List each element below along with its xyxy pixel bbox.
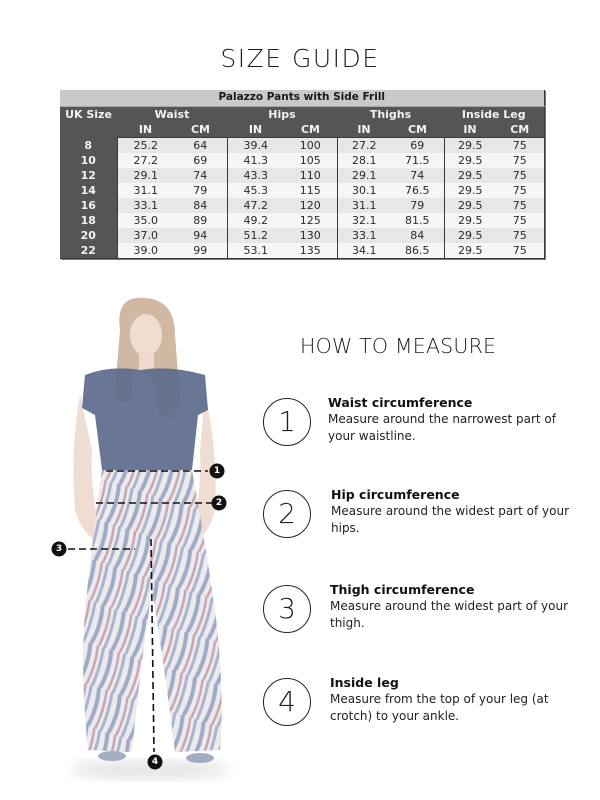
size-chart-table <box>60 90 545 259</box>
measurement-cell: 75 <box>496 228 544 243</box>
table-row <box>60 213 544 228</box>
unit-header: CM <box>496 122 544 138</box>
size-cell: 18 <box>60 213 117 228</box>
measurement-cell: 29.1 <box>117 168 174 183</box>
measurement-cell: 47.2 <box>227 198 284 213</box>
table-row <box>60 243 544 259</box>
measurement-cell: 39.0 <box>117 243 174 259</box>
measurement-cell: 29.5 <box>444 198 496 213</box>
measurement-cell: 84 <box>391 228 444 243</box>
table-row <box>60 183 544 198</box>
measurement-cell: 29.5 <box>444 243 496 259</box>
measurement-cell: 29.5 <box>444 153 496 168</box>
measurement-cell: 75 <box>496 168 544 183</box>
step-number-icon: 1 <box>263 398 311 446</box>
measurement-cell: 37.0 <box>117 228 174 243</box>
step-number-icon: 3 <box>263 585 311 633</box>
measurement-cell: 135 <box>284 243 337 259</box>
size-cell: 20 <box>60 228 117 243</box>
unit-header: IN <box>337 122 391 138</box>
unit-header: CM <box>391 122 444 138</box>
measurement-cell: 71.5 <box>391 153 444 168</box>
measurement-cell: 27.2 <box>117 153 174 168</box>
measurement-cell: 79 <box>174 183 227 198</box>
step-description: Measure around the widest part of your thigh. <box>330 599 569 630</box>
measurement-cell: 31.1 <box>117 183 174 198</box>
step-heading: Inside leg <box>330 675 399 690</box>
measurement-cell: 31.1 <box>337 198 391 213</box>
measurement-cell: 99 <box>174 243 227 259</box>
measurement-cell: 115 <box>284 183 337 198</box>
group-header-hips: Hips <box>227 106 337 122</box>
step-description: Measure around the narrowest part of your waistline. <box>328 412 556 443</box>
step-description: Measure from the top of your leg (at crotch) to your ankle. <box>330 692 549 723</box>
table-row <box>60 168 544 183</box>
model-illustration <box>40 290 260 790</box>
measurement-cell: 27.2 <box>337 138 391 154</box>
measurement-cell: 81.5 <box>391 213 444 228</box>
measurement-cell: 29.5 <box>444 138 496 154</box>
measurement-cell: 86.5 <box>391 243 444 259</box>
measurement-cell: 39.4 <box>227 138 284 154</box>
measurement-cell: 35.0 <box>117 213 174 228</box>
step-number-icon: 4 <box>263 678 311 726</box>
size-column-header: UK Size <box>60 106 117 122</box>
measurement-cell: 33.1 <box>117 198 174 213</box>
step-heading: Thigh circumference <box>330 582 475 597</box>
size-cell: 16 <box>60 198 117 213</box>
measurement-cell: 75 <box>496 153 544 168</box>
step-description: Measure around the widest part of your hips. <box>331 504 570 535</box>
unit-header-blank <box>60 122 117 138</box>
table-row <box>60 153 544 168</box>
measurement-cell: 25.2 <box>117 138 174 154</box>
measurement-cell: 51.2 <box>227 228 284 243</box>
measurement-cell: 29.5 <box>444 183 496 198</box>
measurement-cell: 69 <box>391 138 444 154</box>
size-cell: 12 <box>60 168 117 183</box>
measurement-cell: 110 <box>284 168 337 183</box>
size-cell: 8 <box>60 138 117 154</box>
measurement-cell: 29.5 <box>444 228 496 243</box>
measurement-cell: 125 <box>284 213 337 228</box>
unit-header: IN <box>117 122 174 138</box>
measurement-cell: 33.1 <box>337 228 391 243</box>
unit-header: CM <box>284 122 337 138</box>
measurement-cell: 29.1 <box>337 168 391 183</box>
measurement-cell: 74 <box>174 168 227 183</box>
measurement-cell: 75 <box>496 138 544 154</box>
marker-4-label: 4 <box>151 757 159 767</box>
table-title: Palazzo Pants with Side Frill <box>60 90 544 106</box>
table-row <box>60 198 544 213</box>
measurement-cell: 130 <box>284 228 337 243</box>
measurement-cell: 75 <box>496 213 544 228</box>
measurement-cell: 64 <box>174 138 227 154</box>
unit-header: IN <box>227 122 284 138</box>
model-figure <box>40 290 260 790</box>
size-cell: 14 <box>60 183 117 198</box>
table-body <box>60 138 544 259</box>
group-header-waist: Waist <box>117 106 227 122</box>
measurement-cell: 28.1 <box>337 153 391 168</box>
measurement-cell: 29.5 <box>444 168 496 183</box>
table-row <box>60 138 544 154</box>
measurement-cell: 120 <box>284 198 337 213</box>
step-heading: Hip circumference <box>331 487 460 502</box>
marker-1-label: 1 <box>213 466 221 476</box>
page-title: SIZE GUIDE <box>220 44 380 73</box>
how-to-measure-title: HOW TO MEASURE <box>300 334 497 358</box>
table-row <box>60 228 544 243</box>
measurement-cell: 53.1 <box>227 243 284 259</box>
size-cell: 22 <box>60 243 117 259</box>
measurement-cell: 69 <box>174 153 227 168</box>
measurement-cell: 105 <box>284 153 337 168</box>
measurement-cell: 74 <box>391 168 444 183</box>
measurement-cell: 75 <box>496 183 544 198</box>
group-header-inside-leg: Inside Leg <box>444 106 544 122</box>
measurement-cell: 94 <box>174 228 227 243</box>
measurement-cell: 41.3 <box>227 153 284 168</box>
step-number-icon: 2 <box>263 490 311 538</box>
measurement-cell: 43.3 <box>227 168 284 183</box>
marker-2-label: 2 <box>215 498 223 508</box>
measurement-cell: 76.5 <box>391 183 444 198</box>
marker-3-label: 3 <box>55 544 63 554</box>
measurement-cell: 89 <box>174 213 227 228</box>
step-heading: Waist circumference <box>328 395 473 410</box>
measurement-cell: 75 <box>496 198 544 213</box>
measurement-cell: 75 <box>496 243 544 259</box>
measurement-cell: 79 <box>391 198 444 213</box>
measurement-cell: 45.3 <box>227 183 284 198</box>
measurement-cell: 84 <box>174 198 227 213</box>
measurement-cell: 30.1 <box>337 183 391 198</box>
size-cell: 10 <box>60 153 117 168</box>
unit-header: IN <box>444 122 496 138</box>
measurement-cell: 100 <box>284 138 337 154</box>
measurement-cell: 34.1 <box>337 243 391 259</box>
measurement-cell: 32.1 <box>337 213 391 228</box>
unit-header: CM <box>174 122 227 138</box>
measurement-cell: 29.5 <box>444 213 496 228</box>
measurement-cell: 49.2 <box>227 213 284 228</box>
group-header-thighs: Thighs <box>337 106 444 122</box>
